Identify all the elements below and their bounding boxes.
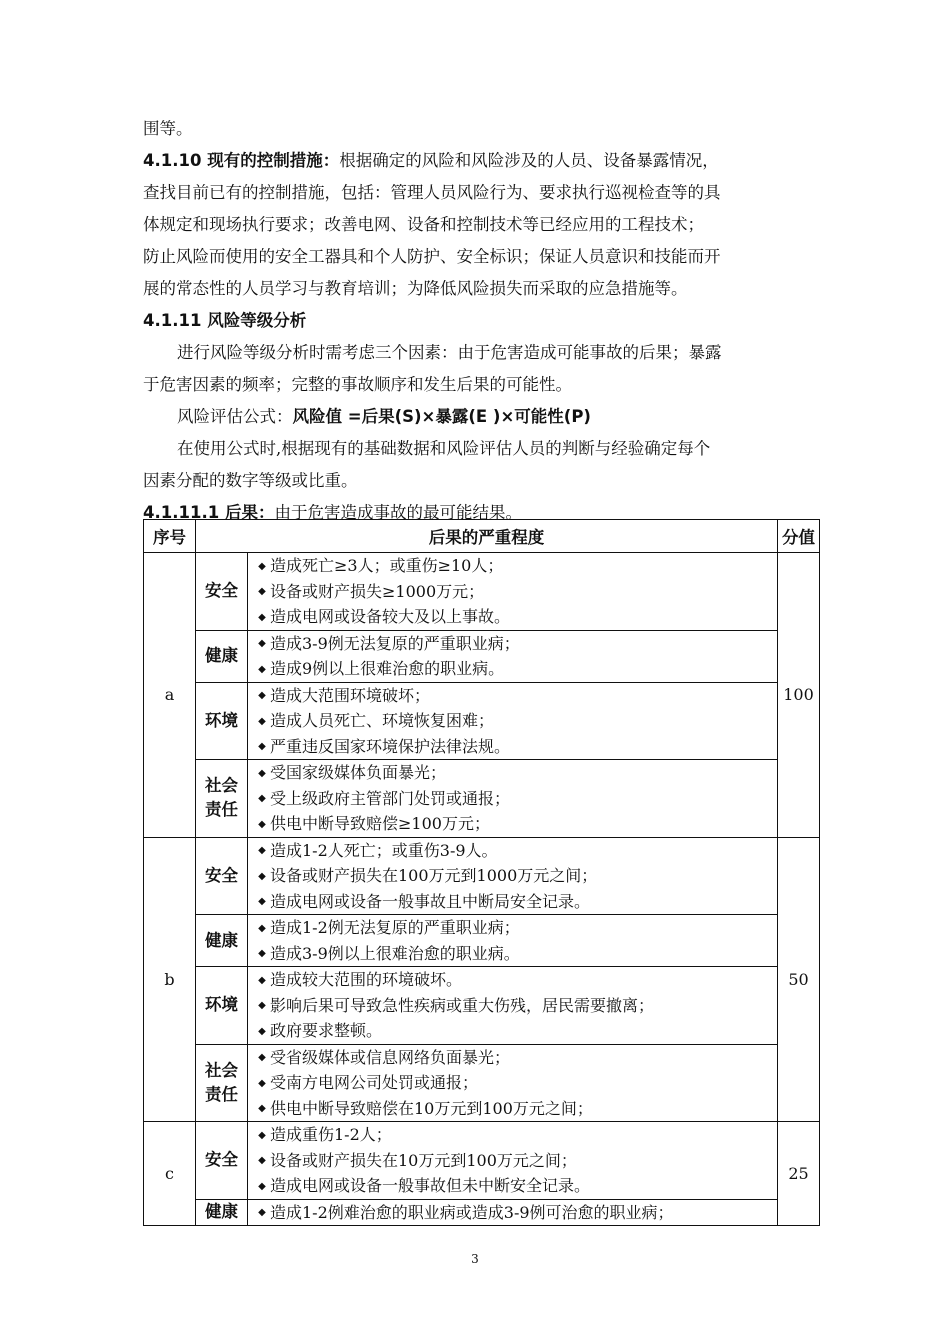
category-label: 安全 [205, 1150, 238, 1170]
list-item [254, 683, 777, 709]
section-4-1-10-line-1: 4.1.10 现有的控制措施：根据确定的风险和风险涉及的人员、设备暴露情况， [143, 151, 719, 170]
diamond-bullet-icon: ◆ [258, 1207, 266, 1219]
diamond-bullet-icon: ◆ [258, 690, 266, 702]
item-text: 造成较大范围的环境破坏。 [270, 970, 463, 989]
table-row [144, 1044, 820, 1122]
list-item [254, 1173, 777, 1199]
table-row [144, 1122, 820, 1200]
diamond-bullet-icon: ◆ [258, 560, 266, 572]
diamond-bullet-icon: ◆ [258, 611, 266, 623]
items-cell [248, 837, 778, 915]
items-cell [248, 1199, 778, 1226]
table-row [144, 915, 820, 967]
table-row [144, 630, 820, 682]
item-text: 造成1-2例难治愈的职业病或造成3-9例可治愈的职业病； [270, 1202, 674, 1222]
diamond-bullet-icon: ◆ [258, 1000, 266, 1012]
section-4-1-11-line-1: 进行风险等级分析时需考虑三个因素：由于危害造成可能事故的后果；暴露 [177, 343, 722, 362]
item-text: 造成大范围环境破坏； [270, 685, 431, 705]
diamond-bullet-icon: ◆ [258, 586, 266, 598]
diamond-bullet-icon: ◆ [258, 1052, 266, 1064]
paragraph-continuation: 围等。 [143, 119, 193, 138]
diamond-bullet-icon: ◆ [258, 948, 266, 960]
score-cell: 100 [778, 553, 820, 838]
diamond-bullet-icon: ◆ [258, 767, 266, 779]
header-serial: 序号 [144, 520, 196, 553]
item-text: 影响后果可导致急性疾病或重大伤残，居民需要撤离； [270, 995, 655, 1015]
list-item [254, 786, 777, 812]
grade-cell: c [144, 1122, 196, 1226]
category-cell [196, 837, 248, 915]
category-label: 环境 [205, 995, 238, 1015]
list-item [254, 1122, 777, 1148]
item-text: 受上级政府主管部门处罚或通报； [270, 788, 511, 808]
consequence-table [143, 519, 820, 1226]
items-cell [248, 1044, 778, 1122]
list-item [254, 734, 777, 760]
list-item [254, 553, 777, 579]
list-item [254, 889, 777, 915]
item-text: 造成1-2例无法复原的严重职业病； [270, 918, 520, 937]
table-row [144, 837, 820, 915]
diamond-bullet-icon: ◆ [258, 922, 266, 934]
list-item [254, 941, 777, 967]
table-row [144, 553, 820, 631]
items-cell [248, 630, 778, 682]
category-cell [196, 553, 248, 631]
diamond-bullet-icon: ◆ [258, 1025, 266, 1037]
items-cell [248, 553, 778, 631]
list-item [254, 811, 777, 837]
section-4-1-11-1-line: 4.1.11.1 后果：由于危害造成事故的最可能结果。 [143, 503, 522, 522]
diamond-bullet-icon: ◆ [258, 896, 266, 908]
list-item [254, 604, 777, 630]
items-cell [248, 1122, 778, 1200]
category-cell [196, 630, 248, 682]
section-4-1-11-1-heading: 4.1.11.1 后果： [143, 503, 275, 522]
grade-cell: b [144, 837, 196, 1122]
list-item [254, 579, 777, 605]
item-text: 供电中断导致赔偿在10万元到100万元之间； [270, 1098, 593, 1118]
diamond-bullet-icon: ◆ [258, 715, 266, 727]
formula-line [143, 401, 815, 433]
item-text: 供电中断导致赔偿≥100万元； [270, 814, 490, 833]
diamond-bullet-icon: ◆ [258, 1155, 266, 1167]
diamond-bullet-icon: ◆ [258, 638, 266, 650]
list-item [254, 915, 777, 941]
diamond-bullet-icon: ◆ [258, 741, 266, 753]
section-4-1-11-heading: 4.1.11 风险等级分析 [143, 311, 307, 330]
category-label: 健康 [205, 1202, 238, 1222]
section-4-1-10-line-3: 体规定和现场执行要求；改善电网、设备和控制技术等已经应用的工程技术； [143, 215, 704, 234]
section-4-1-10-line-4: 防止风险而使用的安全工器具和个人防护、安全标识；保证人员意识和技能而开 [143, 247, 721, 266]
item-text: 设备或财产损失≥1000万元； [270, 581, 485, 601]
header-severity: 后果的严重程度 [196, 520, 778, 553]
section-4-1-10-line-2: 查找目前已有的控制措施，包括：管理人员风险行为、要求执行巡视检查等的具 [143, 183, 721, 202]
header-score: 分值 [778, 520, 820, 553]
items-cell [248, 682, 778, 760]
list-item [254, 1070, 777, 1096]
category-cell [196, 1199, 248, 1226]
items-cell [248, 967, 778, 1045]
list-item [254, 993, 777, 1019]
table-row [144, 967, 820, 1045]
formula: 风险值 =后果(S)×暴露(E )×可能性(P) [292, 407, 591, 426]
diamond-bullet-icon: ◆ [258, 793, 266, 805]
category-cell [196, 967, 248, 1045]
item-text: 受南方电网公司处罚或通报； [270, 1073, 479, 1092]
list-item [254, 760, 777, 786]
table-header-row [144, 520, 820, 553]
list-item [254, 1018, 777, 1044]
list-item [254, 838, 777, 864]
page-number: 3 [471, 1252, 479, 1266]
category-cell [196, 1122, 248, 1200]
section-4-1-10-line-5: 展的常态性的人员学习与教育培训；为降低风险损失而采取的应急措施等。 [143, 279, 688, 298]
list-item [254, 631, 777, 657]
item-text: 受国家级媒体负面暴光； [270, 763, 447, 782]
grade-cell: a [144, 553, 196, 838]
score-cell: 25 [778, 1122, 820, 1226]
category-label: 环境 [205, 710, 238, 730]
usage-line-2: 因素分配的数字等级或比重。 [143, 471, 358, 490]
item-text: 受省级媒体或信息网络负面暴光； [270, 1047, 511, 1067]
section-4-1-11-line-2: 于危害因素的频率；完整的事故顺序和发生后果的可能性。 [143, 375, 572, 394]
item-text: 造成3-9例无法复原的严重职业病； [270, 633, 520, 653]
category-label: 安全 [205, 865, 238, 885]
section-4-1-10-heading: 4.1.10 现有的控制措施： [143, 151, 340, 170]
diamond-bullet-icon: ◆ [258, 870, 266, 882]
list-item [254, 1045, 777, 1071]
table-row [144, 1199, 820, 1226]
diamond-bullet-icon: ◆ [258, 974, 266, 986]
category-label: 社会 责任 [205, 776, 238, 820]
item-text: 严重违反国家环境保护法律法规。 [270, 736, 511, 756]
item-text: 造成重伤1-2人； [270, 1125, 392, 1144]
list-item [254, 1096, 777, 1122]
diamond-bullet-icon: ◆ [258, 663, 266, 675]
formula-label: 风险评估公式： [177, 407, 293, 426]
category-cell [196, 915, 248, 967]
usage-line-1: 在使用公式时,根据现有的基础数据和风险评估人员的判断与经验确定每个 [177, 439, 711, 458]
table-row [144, 682, 820, 760]
score-cell: 50 [778, 837, 820, 1122]
item-text: 造成3-9例以上很难治愈的职业病。 [270, 943, 520, 963]
item-text: 政府要求整顿。 [270, 1021, 383, 1040]
category-label: 社会 责任 [205, 1060, 238, 1104]
diamond-bullet-icon: ◆ [258, 1077, 266, 1089]
category-label: 健康 [205, 930, 238, 950]
diamond-bullet-icon: ◆ [258, 845, 266, 857]
diamond-bullet-icon: ◆ [258, 1129, 266, 1141]
item-text: 造成死亡≥3人；或重伤≥10人； [270, 556, 504, 575]
item-text: 造成电网或设备一般事故且中断局安全记录。 [270, 891, 591, 911]
category-cell [196, 760, 248, 838]
list-item [254, 1200, 777, 1226]
item-text: 造成人员死亡、环境恢复困难； [270, 711, 495, 730]
list-item [254, 967, 777, 993]
diamond-bullet-icon: ◆ [258, 818, 266, 830]
diamond-bullet-icon: ◆ [258, 1180, 266, 1192]
category-cell [196, 682, 248, 760]
item-text: 造成9例以上很难治愈的职业病。 [270, 659, 505, 678]
category-label: 健康 [205, 646, 238, 665]
list-item [254, 863, 777, 889]
item-text: 造成1-2人死亡；或重伤3-9人。 [270, 840, 498, 860]
list-item [254, 708, 777, 734]
category-cell [196, 1044, 248, 1122]
list-item [254, 1148, 777, 1174]
diamond-bullet-icon: ◆ [258, 1103, 266, 1115]
item-text: 设备或财产损失在100万元到1000万元之间； [270, 866, 598, 885]
category-label: 安全 [205, 581, 238, 601]
item-text: 造成电网或设备一般事故但未中断安全记录。 [270, 1176, 591, 1195]
item-text: 设备或财产损失在10万元到100万元之间； [270, 1150, 577, 1170]
items-cell [248, 760, 778, 838]
item-text: 造成电网或设备较大及以上事故。 [270, 607, 511, 626]
items-cell [248, 915, 778, 967]
list-item [254, 656, 777, 682]
body-text [143, 113, 815, 529]
table-row [144, 760, 820, 838]
